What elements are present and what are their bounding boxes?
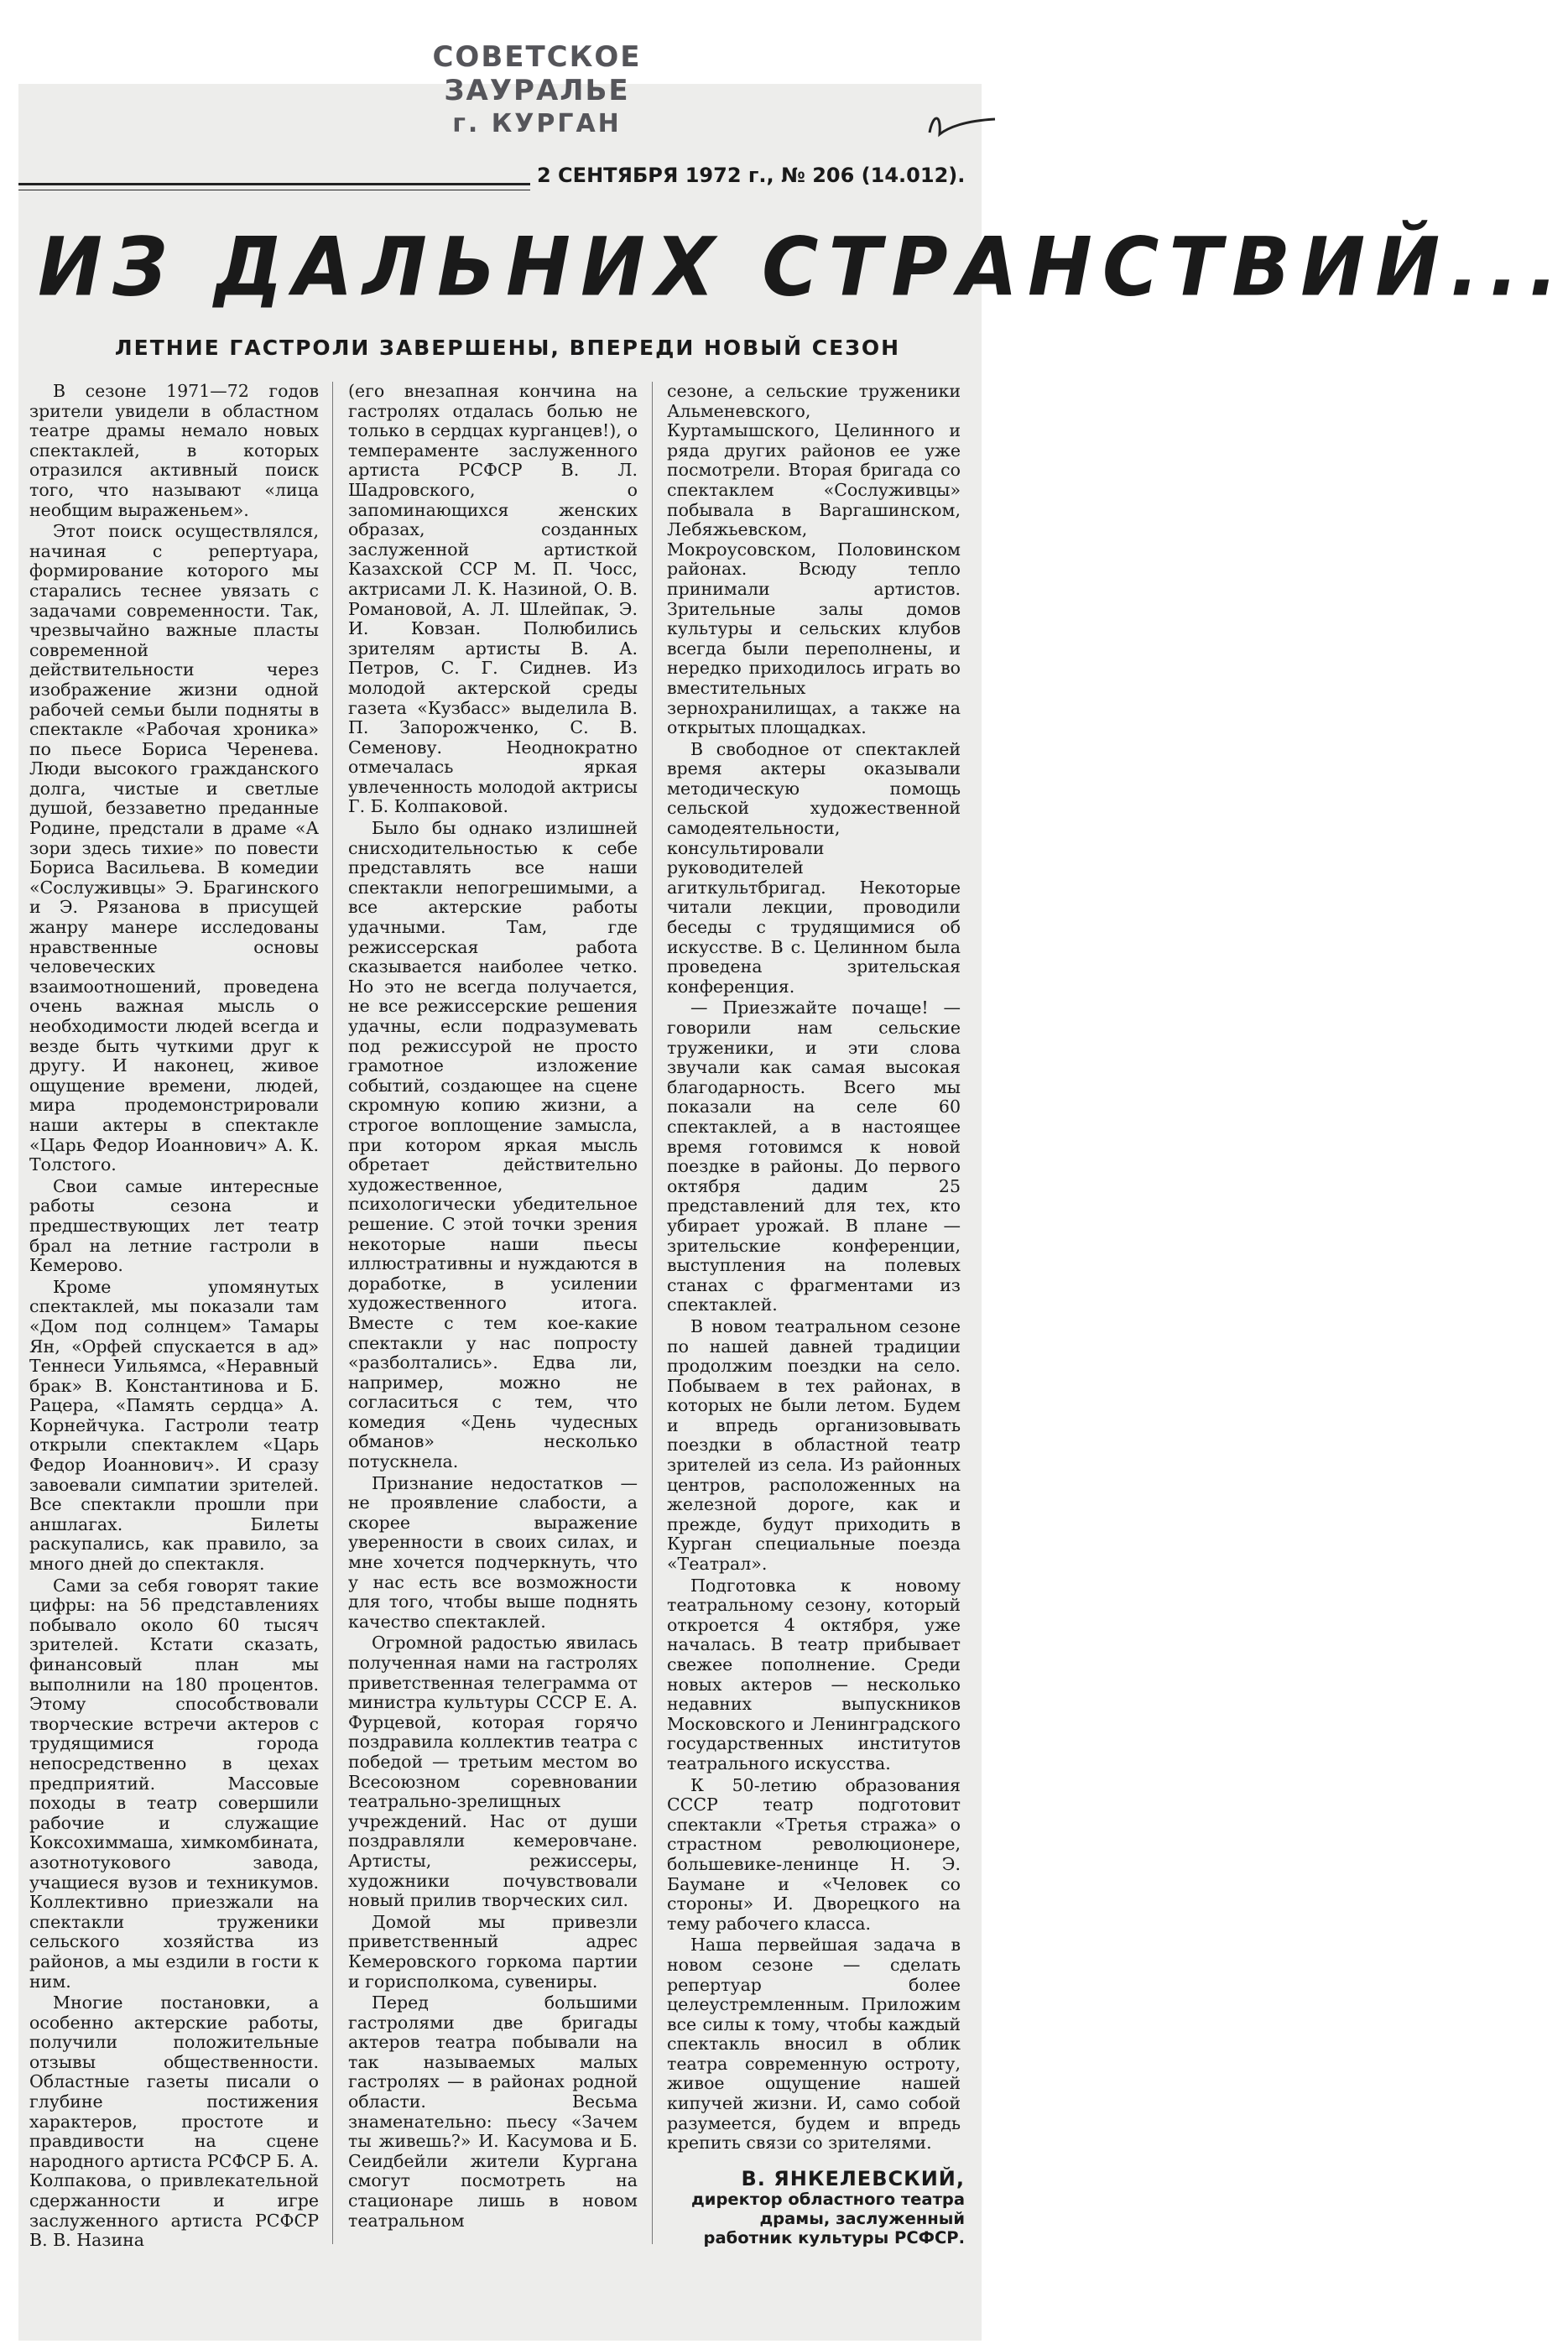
paragraph: Многие постановки, а особенно актерские работы, получили положительные отзывы общественности. Областные газеты писали о глубине постижения характеров, простоте и правдивости на сцене народного артиста РСФСР Б. А. Колпакова, о привлекательной сдержанности и игре заслуженного артиста РСФСР В. В. Назина (29, 1992, 319, 2251)
stamp-city: г. КУРГАН (452, 109, 622, 138)
newspaper-stamp (361, 40, 713, 138)
paragraph: В свободное от спектаклей время актеры оказывали методическую помощь сельской художественной самодеятельности, консультировали руководителей агиткультбригад. Некоторые читали лекции, проводили беседы с трудящимися об искусстве. В с. Целинном была проведена зрительская конференция. (667, 738, 961, 997)
paragraph: сезоне, а сельские труженики Альменевского, Куртамышского, Целинного и ряда других районов ее уже посмотрели. Вторая бригада со спектаклем «Сослуживцы» побывала в Варгашинском, Лебяжьевском, Мокроусовском, Половинском районах. Всюду тепло принимали артистов. Зрительные залы домов культуры и сельских клубов всегда были переполнены, и нередко приходилось играть во вместительных зернохранилищах, а также на открытых площадках. (667, 381, 961, 738)
paragraph: Было бы однако излишней снисходительностью к себе представлять все наши спектакли непогрешимыми, а все актерские работы удачными. Там, где режиссерская работа сказывается наиболее четко. Но это не всегда получается, не все режиссерские решения удачны, если подразумевать под режиссурой не просто грамотное изложение событий, создающее на сцене скромную копию жизни, а строгое воплощение замысла, при котором яркая мысль обретает действительно художественное, психологически убедительное решение. С этой точки зрения некоторые наши пьесы иллюстративны и нуждаются в доработке, в усилении художественного итога. Вместе с тем кое-какие спектакли у нас попросту «разболтались». Едва ли, например, можно не согласиться с тем, что комедия «День чудесных обманов» несколько потускнела. (348, 818, 638, 1472)
paragraph: Сами за себя говорят такие цифры: на 56 представлениях побывало около 60 тысяч зрителей. Кстати сказать, финансовый план мы выполнили на 180 процентов. Этому способствовали творческие встречи актеров с трудящимися города непосредственно в цехах предприятий. Массовые походы в театр совершили рабочие и служащие Коксохиммаша, химкомбината, азотнотукового завода, учащиеся вузов и техникумов. Коллективно приезжали на спектакли труженики сельского хозяйства из районов, а мы ездили в гости к ним. (29, 1575, 319, 1992)
author-name: В. ЯНКЕЛЕВСКИЙ, (741, 2167, 965, 2190)
author-position: директор областного театра драмы, заслуженный работник культуры РСФСР. (691, 2190, 965, 2247)
pen-mark-icon (923, 109, 998, 143)
paragraph: Наша первейшая задача в новом сезоне — сделать репертуар более целеустремленным. Приложим все силы к тому, чтобы каждый спектакль вносил в облик театра современную остроту, живое ощущение нашей кипучей жизни. И, само собой разумеется, будем и впредь крепить связи со зрителями. (667, 1935, 961, 2154)
paragraph: В новом театральном сезоне по нашей давней традиции продолжим поездки на село. Побываем в тех районах, в которых не были летом. Будем и впредь организовывать поездки в областной театр зрителей из села. Из районных центров, расположенных на железной дороге, как и прежде, будут приходить в Курган специальные поезда «Театрал». (667, 1315, 961, 1575)
column-divider (652, 382, 653, 2244)
headline: ИЗ ДАЛЬНИХ СТРАНСТВИЙ... (38, 220, 1568, 315)
paragraph: (его внезапная кончина на гастролях отдалась болью не только в сердцах курганцев!), о темпераменте заслуженного артиста РСФСР В. Л. Шадровского, о запоминающихся женских образах, созданных заслуженной артисткой Казахской ССР М. П. Чосс, актрисами Л. К. Назиной, О. В. Романовой, А. Л. Шлейпак, Э. И. Ковзан. Полюбились зрителям артисты В. А. Петров, С. Г. Сиднев. Из молодой актерской среды газета «Кузбасс» выделила В. П. Запорожченко, С. В. Семенову. Неоднократно отмечалась яркая увлеченность молодой актрисы Г. Б. Колпаковой. (348, 381, 638, 817)
paragraph: Огромной радостью явилась полученная нами на гастролях приветственная телеграмма от министра культуры СССР Е. А. Фурцевой, которая горячо поздравила коллектив театра с победой — третьим местом во Всесоюзном соревновании театрально-зрелищных учреждений. Нас от души поздравляли кемеровчане. Артисты, режиссеры, художники почувствовали новый прилив творческих сил. (348, 1633, 638, 1911)
article-column-3 (667, 381, 961, 2154)
author-signature (663, 2169, 965, 2247)
stamp-newspaper-name: СОВЕТСКОЕ ЗАУРАЛЬЕ (432, 40, 642, 107)
paragraph: — Приезжайте почаще! — говорили нам сельские труженики, и эти слова звучали как самая высокая благодарность. Всего мы показали на селе 60 спектаклей, а в настоящее время готовимся к новой поездке в районы. До первого октября дадим 25 представлений для тех, кто убирает урожай. В плане — зрительские конференции, выступления на полевых станах с фрагментами из спектаклей. (667, 997, 961, 1315)
top-rule (18, 183, 530, 185)
column-divider (332, 382, 333, 2244)
issue-date: 2 СЕНТЯБРЯ 1972 г., № 206 (14.012). (537, 164, 966, 187)
paragraph: Свои самые интересные работы сезона и предшествующих лет театр брал на летние гастроли в Кемерово. (29, 1175, 319, 1276)
paragraph: Домой мы привезли приветственный адрес Кемеровского горкома партии и горисполкома, сувениры. (348, 1911, 638, 1992)
article-column-2 (348, 382, 638, 2286)
paragraph: Подготовка к новому театральному сезону, который откроется 4 октября, уже началась. В театр прибывает свежее пополнение. Среди новых актеров — несколько недавних выпускников Московского и Ленинградского государственных институтов театрального искусства. (667, 1575, 961, 1773)
paragraph: В сезоне 1971—72 годов зрители увидели в областном театре драмы немало новых спектаклей, в которых отразился активный поиск того, что называют «лица необщим выраженьем». (29, 381, 319, 520)
paragraph: Признание недостатков — не проявление слабости, а скорее выражение уверенности в своих силах, и мне хочется подчеркнуть, что у нас есть все возможности для того, чтобы выше поднять качество спектаклей. (348, 1472, 638, 1632)
paragraph: Кроме упомянутых спектаклей, мы показали там «Дом под солнцем» Тамары Ян, «Орфей спускается в ад» Теннеси Уильямса, «Неравный брак» В. Константинова и Б. Рацера, «Память сердца» А. Корнейчука. Гастроли театр открыли спектаклем «Царь Федор Иоаннович». И сразу завоевали симпатии зрителей. Все спектакли прошли при аншлагах. Билеты раскупались, как правило, за много дней до спектакля. (29, 1276, 319, 1575)
paragraph: Этот поиск осуществлялся, начиная с репертуара, формирование которого мы старались теснее увязать с задачами современности. Так, чрезвычайно важные пласты современной действительности через изображение жизни одной рабочей семьи были подняты в спектакле «Рабочая хроника» по пьесе Бориса Черенева. Люди высокого гражданского долга, чистые и светлые душой, беззаветно преданные Родине, предстали в драме «А зори здесь тихие» по повести Бориса Васильева. В комедии «Сослуживцы» Э. Брагинского и Э. Рязанова в присущей жанру манере исследованы нравственные основы человеческих взаимоотношений, проведена очень важная мысль о необходимости людей всегда и везде быть чуткими друг к другу. И наконец, живое ощущение времени, людей, мира продемонстрировали наши актеры в спектакле «Царь Федор Иоаннович» А. К. Толстого. (29, 521, 319, 1175)
article-column-1 (29, 382, 319, 2303)
subheadline: ЛЕТНИЕ ГАСТРОЛИ ЗАВЕРШЕНЫ, ВПЕРЕДИ НОВЫЙ СЕЗОН (114, 336, 901, 360)
paragraph: Перед большими гастролями две бригады актеров театра побывали на так называемых малых гастролях — в районах родной области. Весьма знаменательно: пьесу «Зачем ты живешь?» И. Касумова и Б. Сеидбейли жители Кургана смогут посмотреть на стационаре лишь в новом театральном (348, 1992, 638, 2231)
paragraph: К 50-летию образования СССР театр подготовит спектакли «Третья стража» о страстном революционере, большевике-ленинце Н. Э. Баумане и «Человек со стороны» И. Дворецкого на тему рабочего класса. (667, 1774, 961, 1934)
